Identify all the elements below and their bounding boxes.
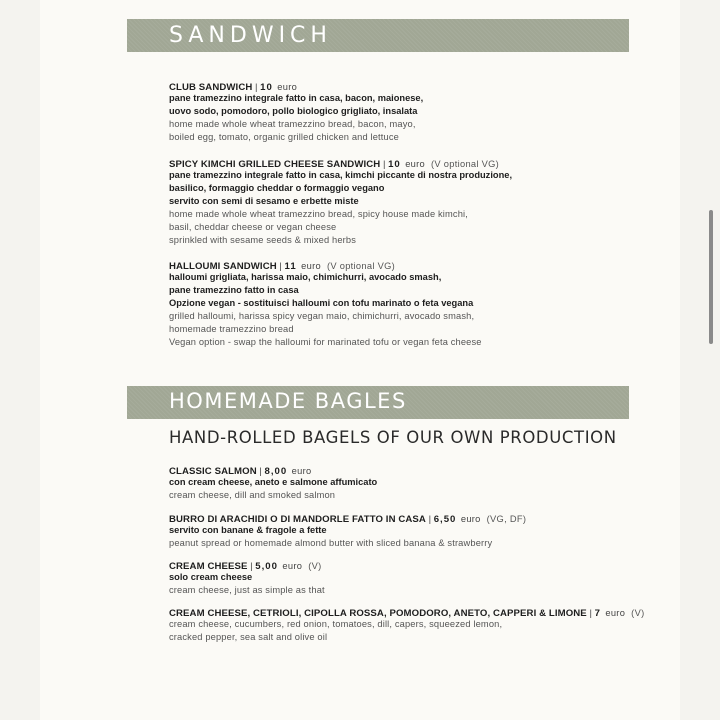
english-description: homemade tramezzino bread [169, 324, 294, 334]
bagels-section-header [127, 386, 629, 419]
menu-item-classic-salmon [169, 463, 639, 502]
price-unit: euro [405, 159, 425, 169]
price-unit: euro [277, 82, 298, 92]
item-name: BURRO DI ARACHIDI O DI MANDORLE FATTO IN CASA [169, 514, 426, 525]
item-name: HALLOUMI SANDWICH [169, 261, 277, 272]
italian-description: pane tramezzino integrale fatto in casa, bacon, maionese, [169, 93, 424, 103]
italian-description: basilico, formaggio cheddar o formaggio vegano [169, 183, 385, 193]
section-title: SANDWICH [169, 23, 332, 48]
menu-item-club-sandwich [169, 79, 639, 144]
italian-description: uovo sodo, pomodoro, pollo biologico grigliato, insalata [169, 106, 418, 116]
menu-item-spicy-kimchi [169, 156, 639, 247]
item-price: 11 [284, 261, 297, 272]
english-description: boiled egg, tomato, organic grilled chicken and lettuce [169, 132, 399, 142]
separator: | [256, 466, 265, 477]
italian-description: con cream cheese, aneto e salmone affumicato [169, 477, 378, 487]
italian-description: pane tramezzino fatto in casa [169, 285, 299, 295]
separator: | [586, 608, 595, 619]
diet-tags: (V) [631, 608, 645, 618]
item-name: CLUB SANDWICH [169, 82, 253, 93]
english-description: cream cheese, cucumbers, red onion, tomatoes, dill, capers, squeezed lemon, [169, 619, 503, 629]
english-description: grilled halloumi, harissa spicy vegan maio, chimichurri, avocado smash, [169, 311, 475, 321]
menu-item-halloumi [169, 258, 639, 349]
menu-item-cream-cheese [169, 558, 639, 597]
section-subtitle: HAND-ROLLED BAGELS OF OUR OWN PRODUCTION [169, 428, 617, 447]
english-description: basil, cheddar cheese or vegan cheese [169, 222, 337, 232]
italian-description: halloumi grigliata, harissa maio, chimichurri, avocado smash, [169, 272, 442, 282]
item-name: CREAM CHEESE, CETRIOLI, CIPOLLA ROSSA, POMODORO, ANETO, CAPPERI & LIMONE [169, 608, 587, 619]
diet-tags: (V optional VG) [431, 159, 500, 169]
english-description: cream cheese, dill and smoked salmon [169, 490, 336, 500]
sandwich-section-header [127, 19, 629, 52]
english-description: cream cheese, just as simple as that [169, 585, 325, 595]
price-unit: euro [282, 561, 303, 571]
separator: | [247, 561, 256, 572]
separator: | [425, 514, 434, 525]
item-name: SPICY KIMCHI GRILLED CHEESE SANDWICH [169, 159, 381, 170]
item-price: 10 [388, 159, 401, 170]
english-description: home made whole wheat tramezzino bread, bacon, mayo, [169, 119, 416, 129]
diet-tags: (V) [308, 561, 322, 571]
item-price: 7 [594, 608, 601, 619]
italian-description: servito con banane & fragole a fette [169, 525, 327, 535]
separator: | [252, 82, 261, 93]
item-price: 5,00 [255, 561, 278, 572]
item-name: CLASSIC SALMON [169, 466, 257, 477]
english-description: sprinkled with sesame seeds & mixed herbs [169, 235, 357, 245]
italian-description: pane tramezzino integrale fatto in casa, kimchi piccante di nostra produzione, [169, 170, 513, 180]
english-description: cracked pepper, sea salt and olive oil [169, 632, 328, 642]
english-description: Vegan option - swap the halloumi for marinated tofu or vegan feta cheese [169, 337, 482, 347]
item-price: 8,00 [264, 466, 288, 477]
separator: | [276, 261, 285, 272]
price-unit: euro [301, 261, 321, 271]
price-unit: euro [460, 514, 481, 524]
english-description: peanut spread or homemade almond butter with sliced banana & strawberry [169, 538, 493, 548]
price-unit: euro [291, 466, 312, 476]
diet-tags: (VG, DF) [486, 514, 527, 524]
english-description: home made whole wheat tramezzino bread, spicy house made kimchi, [169, 209, 468, 219]
menu-item-cream-cheese-deluxe [169, 605, 645, 644]
scrollbar[interactable] [709, 210, 713, 344]
separator: | [380, 159, 389, 170]
italian-description: solo cream cheese [169, 572, 253, 582]
item-price: 6,50 [433, 514, 457, 525]
item-name: CREAM CHEESE [169, 561, 248, 572]
menu-item-nut-butter [169, 511, 639, 550]
italian-description: Opzione vegan - sostituisci halloumi con tofu marinato o feta vegana [169, 298, 474, 308]
diet-tags: (V optional VG) [326, 261, 395, 271]
italian-description: servito con semi di sesamo e erbette miste [169, 196, 359, 206]
section-title: HOMEMADE BAGLES [169, 389, 407, 413]
price-unit: euro [605, 608, 626, 618]
item-price: 10 [260, 82, 273, 93]
